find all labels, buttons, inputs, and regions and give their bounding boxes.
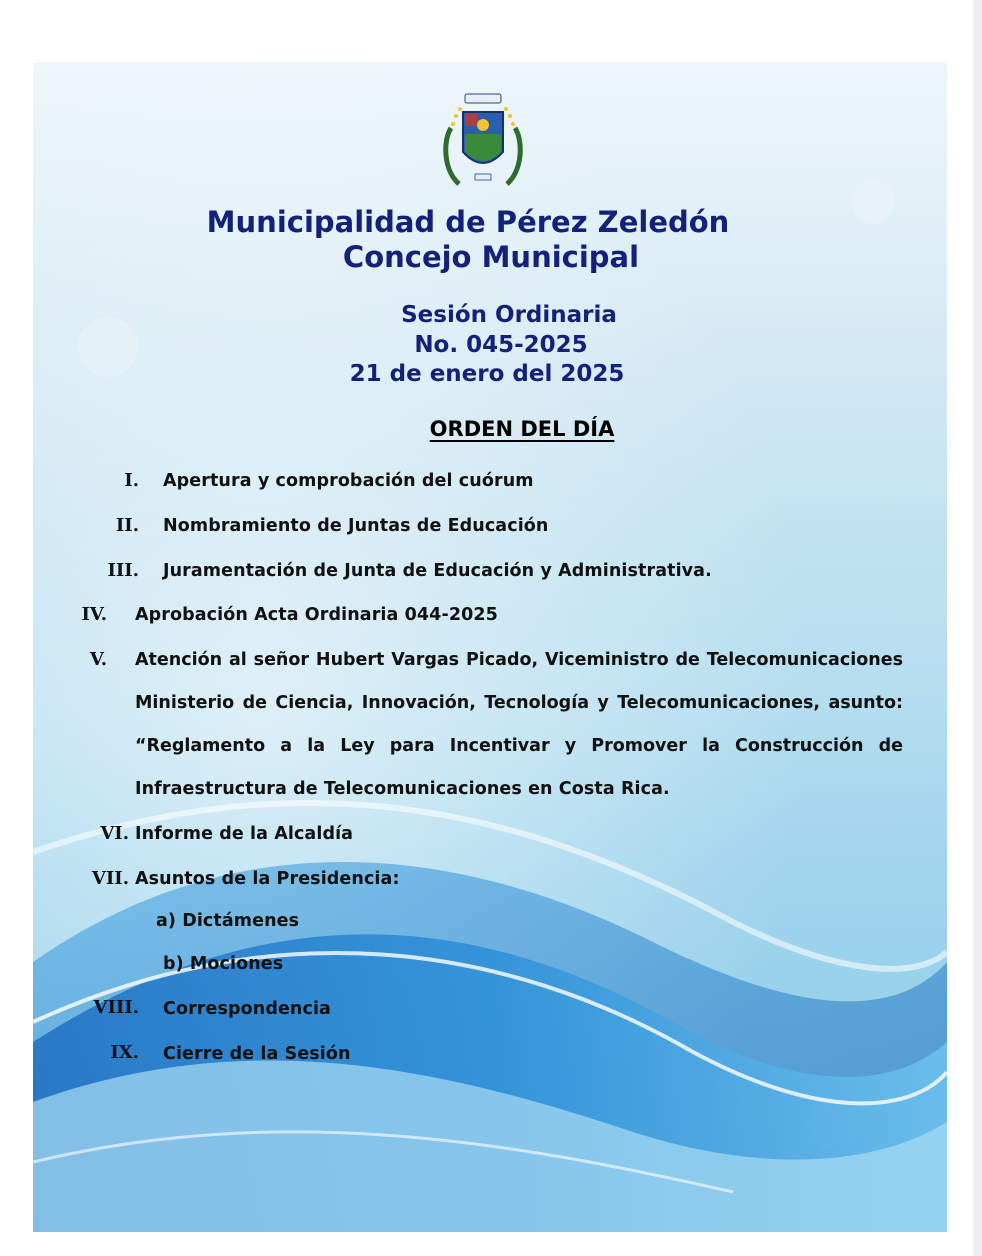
agenda-heading: ORDEN DEL DÍA	[429, 417, 615, 441]
agenda-numeral: VI.	[100, 823, 129, 844]
agenda-numeral: II.	[115, 515, 139, 536]
agenda-item: Aprobación Acta Ordinaria 044-2025	[135, 605, 498, 625]
agenda-item-line: Ministerio de Ciencia, Innovación, Tecnología y Telecomunicaciones, asunto:	[135, 693, 903, 713]
agenda-subitem: b) Mociones	[163, 954, 284, 974]
agenda-item: Apertura y comprobación del cuórum	[163, 471, 534, 491]
agenda-numeral: VII.	[91, 868, 129, 889]
session-number: No. 045-2025	[414, 332, 588, 358]
agenda-subitem: a) Dictámenes	[156, 911, 300, 931]
session-date: 21 de enero del 2025	[349, 361, 625, 387]
municipal-crest-icon	[441, 92, 525, 190]
agenda-item-line: Infraestructura de Telecomunicaciones en Costa Rica.	[135, 779, 670, 799]
agenda-numeral: VIII.	[93, 997, 139, 1018]
agenda-numeral: IX.	[110, 1042, 139, 1063]
agenda-item: Informe de la Alcaldía	[135, 824, 354, 844]
council-title: Concejo Municipal	[342, 240, 640, 274]
agenda-item: Correspondencia	[163, 999, 331, 1019]
scrollbar-track[interactable]	[973, 0, 982, 1256]
agenda-item: Nombramiento de Juntas de Educación	[163, 516, 549, 536]
agenda-numeral: III.	[107, 560, 139, 581]
agenda-item: Cierre de la Sesión	[163, 1044, 351, 1064]
agenda-numeral: IV.	[81, 604, 107, 625]
agenda-item-line: “Reglamento a la Ley para Incentivar y Promover la Construcción de	[135, 736, 903, 756]
agenda-item-line: Atención al señor Hubert Vargas Picado, Viceministro de Telecomunicaciones	[135, 650, 903, 670]
session-type: Sesión Ordinaria	[401, 302, 617, 328]
agenda-item: Asuntos de la Presidencia:	[135, 869, 400, 889]
agenda-item: Juramentación de Junta de Educación y Administrativa.	[163, 561, 712, 581]
agenda-numeral: I.	[124, 470, 139, 491]
agenda-numeral: V.	[89, 649, 107, 670]
organization-title: Municipalidad de Pérez Zeledón	[206, 205, 730, 239]
document-page	[33, 62, 947, 1232]
